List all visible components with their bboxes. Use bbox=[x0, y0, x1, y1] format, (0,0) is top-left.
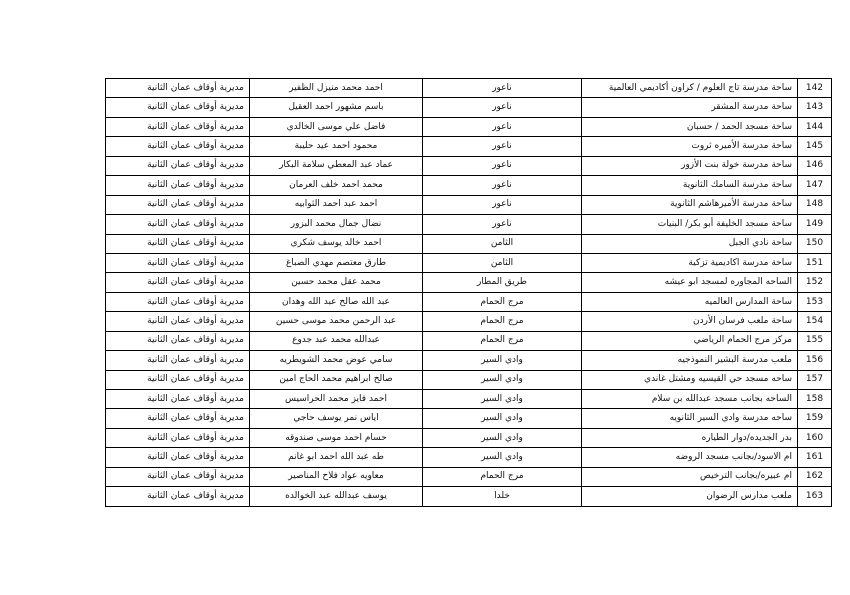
directorate-cell: مديرية أوقاف عمان الثانية bbox=[106, 312, 250, 331]
location-cell: ساحة ملعب فرسان الأردن bbox=[582, 312, 798, 331]
row-number-cell: 143 bbox=[798, 98, 832, 117]
table-row bbox=[106, 292, 832, 311]
table-body bbox=[106, 79, 832, 507]
person-name-cell: احمد عبد احمد الثوابيه bbox=[250, 195, 423, 214]
directorate-cell: مديرية أوقاف عمان الثانية bbox=[106, 487, 250, 506]
location-cell: مركز مرج الحمام الرياضي bbox=[582, 331, 798, 350]
person-name-cell: محمد عقل محمد حسين bbox=[250, 273, 423, 292]
row-number-cell: 145 bbox=[798, 137, 832, 156]
table-row bbox=[106, 467, 832, 486]
row-number-cell: 162 bbox=[798, 467, 832, 486]
area-cell: مرج الحمام bbox=[423, 331, 582, 350]
directorate-cell: مديرية أوقاف عمان الثانية bbox=[106, 98, 250, 117]
location-cell: ام عبيره/بجانب الترخيص bbox=[582, 467, 798, 486]
location-cell: ساحة مدرسة الأميره ثروت bbox=[582, 137, 798, 156]
area-cell: ناعور bbox=[423, 215, 582, 234]
directorate-cell: مديرية أوقاف عمان الثانية bbox=[106, 117, 250, 136]
directorate-cell: مديرية أوقاف عمان الثانية bbox=[106, 331, 250, 350]
location-cell: ساحة مدرسة خولة بنت الأزور bbox=[582, 156, 798, 175]
directorate-cell: مديرية أوقاف عمان الثانية bbox=[106, 195, 250, 214]
table-row bbox=[106, 176, 832, 195]
row-number-cell: 163 bbox=[798, 487, 832, 506]
row-number-cell: 151 bbox=[798, 253, 832, 272]
table-row bbox=[106, 137, 832, 156]
person-name-cell: طه عبد الله احمد ابو غانم bbox=[250, 448, 423, 467]
row-number-cell: 153 bbox=[798, 292, 832, 311]
table-row bbox=[106, 156, 832, 175]
person-name-cell: حسام احمد موسى صندوقه bbox=[250, 428, 423, 447]
area-cell: ناعور bbox=[423, 117, 582, 136]
area-cell: ناعور bbox=[423, 137, 582, 156]
table-row bbox=[106, 409, 832, 428]
location-cell: ساحة مدرسة الأميرهاشم الثانوية bbox=[582, 195, 798, 214]
row-number-cell: 146 bbox=[798, 156, 832, 175]
area-cell: مرج الحمام bbox=[423, 312, 582, 331]
person-name-cell: عبد الرحمن محمد موسى حسين bbox=[250, 312, 423, 331]
directorate-cell: مديرية أوقاف عمان الثانية bbox=[106, 351, 250, 370]
location-cell: ساحة المدارس العالميه bbox=[582, 292, 798, 311]
person-name-cell: معاويه عواد فلاح المناصير bbox=[250, 467, 423, 486]
directorate-cell: مديرية أوقاف عمان الثانية bbox=[106, 428, 250, 447]
row-number-cell: 152 bbox=[798, 273, 832, 292]
area-cell: ناعور bbox=[423, 156, 582, 175]
person-name-cell: احمد محمد منيزل الظفير bbox=[250, 79, 423, 98]
row-number-cell: 144 bbox=[798, 117, 832, 136]
table-row bbox=[106, 312, 832, 331]
directorate-cell: مديرية أوقاف عمان الثانية bbox=[106, 292, 250, 311]
area-cell: خلدا bbox=[423, 487, 582, 506]
table-row bbox=[106, 215, 832, 234]
row-number-cell: 148 bbox=[798, 195, 832, 214]
table-row bbox=[106, 351, 832, 370]
directorate-cell: مديرية أوقاف عمان الثانية bbox=[106, 234, 250, 253]
person-name-cell: محمد احمد خلف العرمان bbox=[250, 176, 423, 195]
table-row bbox=[106, 390, 832, 409]
row-number-cell: 160 bbox=[798, 428, 832, 447]
person-name-cell: احمد فايز محمد الحراسيس bbox=[250, 390, 423, 409]
location-cell: الساحه المجاوره لمسجد ابو عيشه bbox=[582, 273, 798, 292]
person-name-cell: يوسف عبدالله عبد الخوالده bbox=[250, 487, 423, 506]
person-name-cell: طارق معتصم مهدي الصباغ bbox=[250, 253, 423, 272]
person-name-cell: نضال جمال محمد البزور bbox=[250, 215, 423, 234]
directorate-cell: مديرية أوقاف عمان الثانية bbox=[106, 253, 250, 272]
area-cell: وادي السير bbox=[423, 351, 582, 370]
row-number-cell: 157 bbox=[798, 370, 832, 389]
area-cell: مرج الحمام bbox=[423, 292, 582, 311]
area-cell: وادي السير bbox=[423, 448, 582, 467]
location-cell: ساحة مدرسة المشقر bbox=[582, 98, 798, 117]
location-cell: ساحه مدرسة وادي السير الثانويه bbox=[582, 409, 798, 428]
row-number-cell: 159 bbox=[798, 409, 832, 428]
location-cell: ساحة مسجد الحمد / حسبان bbox=[582, 117, 798, 136]
person-name-cell: عبدالله محمد عبد جدوع bbox=[250, 331, 423, 350]
table-row bbox=[106, 370, 832, 389]
table-row bbox=[106, 487, 832, 506]
person-name-cell: عبد الله صالح عبد الله وهدان bbox=[250, 292, 423, 311]
person-name-cell: اياس نمر يوسف حاجي bbox=[250, 409, 423, 428]
directorate-cell: مديرية أوقاف عمان الثانية bbox=[106, 467, 250, 486]
directorate-cell: مديرية أوقاف عمان الثانية bbox=[106, 176, 250, 195]
directorate-cell: مديرية أوقاف عمان الثانية bbox=[106, 390, 250, 409]
location-cell: ام الاسود/بجانب مسجد الروضه bbox=[582, 448, 798, 467]
area-cell: وادي السير bbox=[423, 409, 582, 428]
table-row bbox=[106, 195, 832, 214]
area-cell: الثامن bbox=[423, 253, 582, 272]
table-row bbox=[106, 428, 832, 447]
location-cell: ملعب مدرسة البشير النموذجيه bbox=[582, 351, 798, 370]
location-cell: ساحه مسجد حي القيسيه ومشتل غاندي bbox=[582, 370, 798, 389]
row-number-cell: 155 bbox=[798, 331, 832, 350]
location-cell: ساحة مسجد الخليفة أبو بكر/ البنيات bbox=[582, 215, 798, 234]
row-number-cell: 154 bbox=[798, 312, 832, 331]
area-cell: طريق المطار bbox=[423, 273, 582, 292]
location-cell: ساحة مدرسة السامك الثانوية bbox=[582, 176, 798, 195]
row-number-cell: 150 bbox=[798, 234, 832, 253]
location-cell: الساحه بجانب مسجد عبدالله بن سلام bbox=[582, 390, 798, 409]
location-cell: ساحة مدرسة تاج العلوم / كراون أكاديمي العالمية bbox=[582, 79, 798, 98]
directorate-cell: مديرية أوقاف عمان الثانية bbox=[106, 448, 250, 467]
table-row bbox=[106, 117, 832, 136]
row-number-cell: 158 bbox=[798, 390, 832, 409]
directorate-cell: مديرية أوقاف عمان الثانية bbox=[106, 79, 250, 98]
row-number-cell: 142 bbox=[798, 79, 832, 98]
area-cell: مرج الحمام bbox=[423, 467, 582, 486]
table-row bbox=[106, 273, 832, 292]
directorate-cell: مديرية أوقاف عمان الثانية bbox=[106, 370, 250, 389]
location-cell: بدر الجديده/دوار الطياره bbox=[582, 428, 798, 447]
person-name-cell: محمود احمد عيد حليبة bbox=[250, 137, 423, 156]
row-number-cell: 147 bbox=[798, 176, 832, 195]
directorate-cell: مديرية أوقاف عمان الثانية bbox=[106, 273, 250, 292]
location-cell: ساحة مدرسة اكاديمية تزكية bbox=[582, 253, 798, 272]
table-row bbox=[106, 448, 832, 467]
area-cell: ناعور bbox=[423, 176, 582, 195]
directorate-cell: مديرية أوقاف عمان الثانية bbox=[106, 215, 250, 234]
person-name-cell: باسم مشهور احمد العقيل bbox=[250, 98, 423, 117]
area-cell: ناعور bbox=[423, 98, 582, 117]
area-cell: ناعور bbox=[423, 79, 582, 98]
location-cell: ملعب مدارس الرضوان bbox=[582, 487, 798, 506]
directorate-cell: مديرية أوقاف عمان الثانية bbox=[106, 137, 250, 156]
person-name-cell: فاضل علي موسى الخالدي bbox=[250, 117, 423, 136]
table-row bbox=[106, 79, 832, 98]
area-cell: وادي السير bbox=[423, 370, 582, 389]
location-cell: ساحة نادي الجبل bbox=[582, 234, 798, 253]
row-number-cell: 161 bbox=[798, 448, 832, 467]
table-row bbox=[106, 98, 832, 117]
table-row bbox=[106, 253, 832, 272]
person-name-cell: سامي عوض محمد الشويطريه bbox=[250, 351, 423, 370]
row-number-cell: 156 bbox=[798, 351, 832, 370]
person-name-cell: صالح ابراهيم محمد الحاج امين bbox=[250, 370, 423, 389]
area-cell: الثامن bbox=[423, 234, 582, 253]
row-number-cell: 149 bbox=[798, 215, 832, 234]
area-cell: وادي السير bbox=[423, 390, 582, 409]
person-name-cell: عماد عبد المعطي سلامة البكار bbox=[250, 156, 423, 175]
area-cell: ناعور bbox=[423, 195, 582, 214]
prayer-venues-table bbox=[105, 78, 832, 507]
table-row bbox=[106, 331, 832, 350]
area-cell: وادي السير bbox=[423, 428, 582, 447]
table-row bbox=[106, 234, 832, 253]
directorate-cell: مديرية أوقاف عمان الثانية bbox=[106, 409, 250, 428]
person-name-cell: احمد خالد يوسف شكري bbox=[250, 234, 423, 253]
directorate-cell: مديرية أوقاف عمان الثانية bbox=[106, 156, 250, 175]
